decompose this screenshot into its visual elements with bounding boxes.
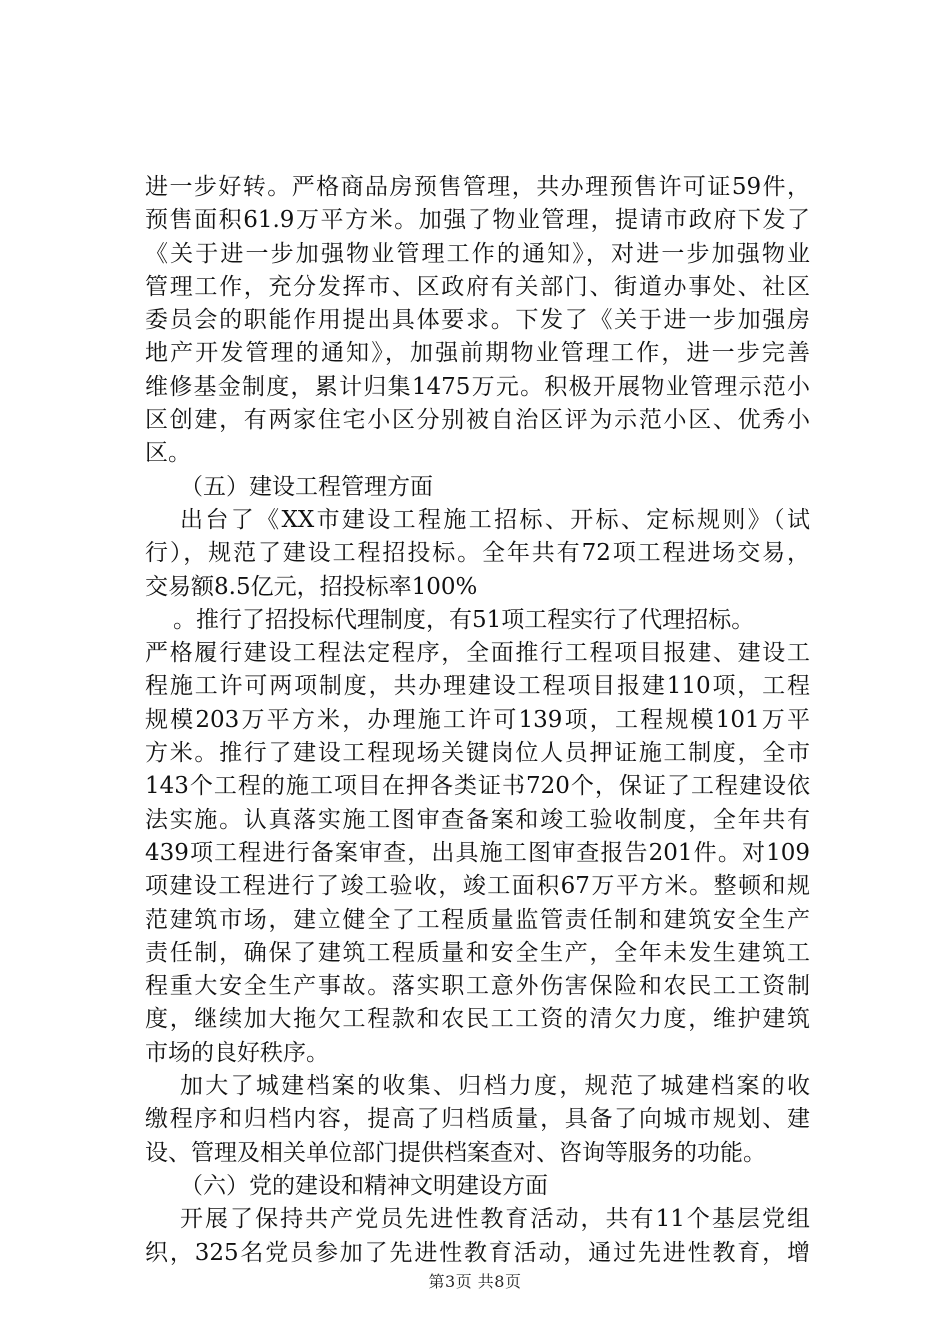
text-line: 法实施。认真落实施工图审查备案和竣工验收制度，全年共有 xyxy=(145,806,810,833)
text-line: 责任制，确保了建筑工程质量和安全生产，全年未发生建筑工 xyxy=(145,939,810,966)
page-footer: 第3页 共8页 xyxy=(428,1272,522,1291)
text-line: 预售面积61.9万平方米。加强了物业管理，提请市政府下发了 xyxy=(145,207,810,234)
text-line: 维修基金制度，累计归集1475万元。积极开展物业管理示范小 xyxy=(145,373,810,400)
text-line: 区。 xyxy=(145,440,191,467)
section-heading: （五）建设工程管理方面 xyxy=(180,473,433,500)
text-line: 143个工程的施工项目在押各类证书720个，保证了工程建设依 xyxy=(145,773,810,800)
text-line: 行），规范了建设工程招投标。全年共有72项工程进场交易， xyxy=(145,540,810,567)
text-line: 缴程序和归档内容，提高了归档质量，具备了向城市规划、建 xyxy=(145,1106,810,1133)
text-line: 439项工程进行备案审查，出具施工图审查报告201件。对109 xyxy=(145,839,810,866)
text-line: 规模203万平方米，办理施工许可139项，工程规模101万平 xyxy=(145,706,810,733)
text-line: 区创建，有两家住宅小区分别被自治区评为示范小区、优秀小 xyxy=(145,407,810,434)
text-line: 加大了城建档案的收集、归档力度，规范了城建档案的收 xyxy=(180,1073,810,1100)
text-line: 交易额8.5亿元，招投标率100% xyxy=(145,573,478,600)
text-line: 开展了保持共产党员先进性教育活动，共有11个基层党组 xyxy=(180,1206,810,1233)
text-line: 严格履行建设工程法定程序，全面推行工程项目报建、建设工 xyxy=(145,640,810,667)
text-line: 进一步好转。严格商品房预售管理，共办理预售许可证59件， xyxy=(145,174,810,200)
text-line: 委员会的职能作用提出具体要求。下发了《关于进一步加强房 xyxy=(145,307,810,334)
text-line: 织，325名党员参加了先进性教育活动，通过先进性教育，增 xyxy=(145,1239,810,1266)
text-line: 方米。推行了建设工程现场关键岗位人员押证施工制度，全市 xyxy=(145,740,810,767)
document-body xyxy=(145,171,810,1270)
text-line: 管理工作，充分发挥市、区政府有关部门、街道办事处、社区 xyxy=(145,273,810,300)
text-line: 《关于进一步加强物业管理工作的通知》，对进一步加强物业 xyxy=(145,240,810,267)
text-line: 设、管理及相关单位部门提供档案查对、咨询等服务的功能。 xyxy=(145,1139,766,1166)
text-line: 程重大安全生产事故。落实职工意外伤害保险和农民工工资制 xyxy=(145,973,810,1000)
text-line: 范建筑市场，建立健全了工程质量监管责任制和建筑安全生产 xyxy=(145,906,810,933)
text-line: 。推行了招投标代理制度，有51项工程实行了代理招标。 xyxy=(173,606,755,633)
text-line: 市场的良好秩序。 xyxy=(145,1039,329,1066)
text-line: 出台了《XX市建设工程施工招标、开标、定标规则》（试 xyxy=(180,506,810,533)
text-line: 项建设工程进行了竣工验收，竣工面积67万平方米。整顿和规 xyxy=(145,873,810,900)
text-line: 程施工许可两项制度，共办理建设工程项目报建110项，工程 xyxy=(145,673,810,700)
text-line: 地产开发管理的通知》，加强前期物业管理工作，进一步完善 xyxy=(145,340,810,367)
section-heading: （六）党的建设和精神文明建设方面 xyxy=(180,1172,548,1199)
text-line: 度，继续加大拖欠工程款和农民工工资的清欠力度，维护建筑 xyxy=(145,1006,810,1033)
